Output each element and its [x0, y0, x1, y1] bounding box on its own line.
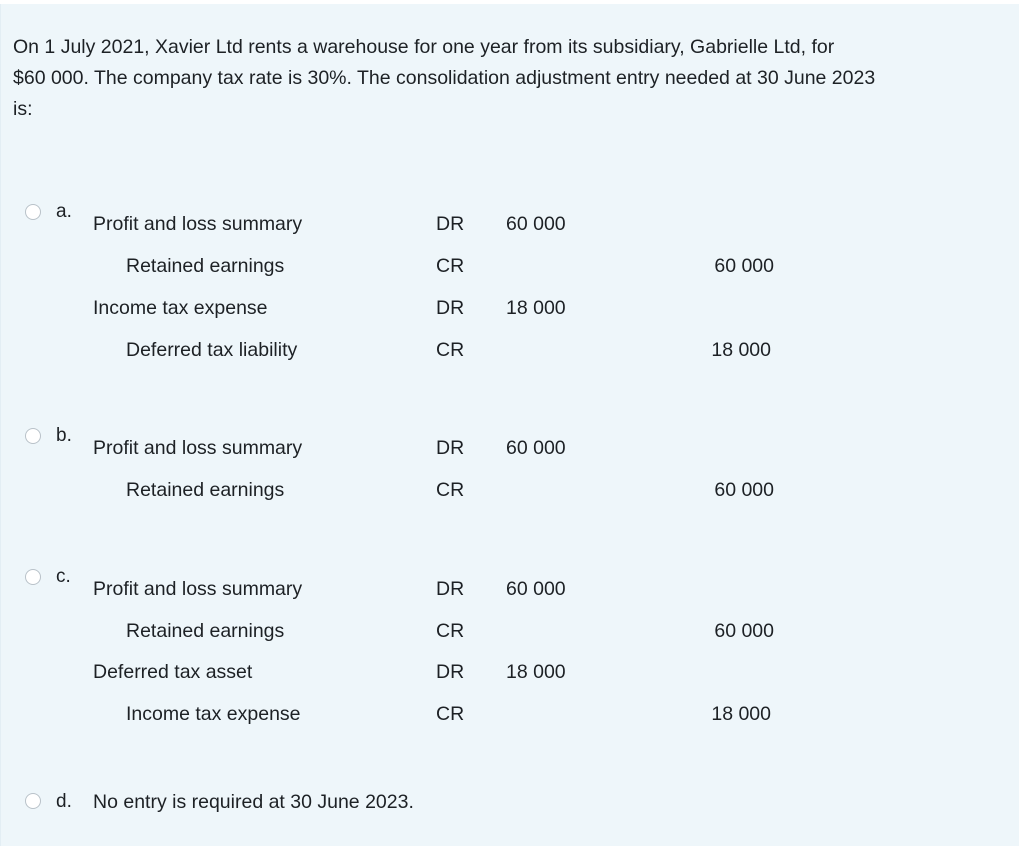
entry-debit: 60 000 — [506, 578, 566, 600]
entry-side: DR — [436, 661, 465, 683]
option-d-radio[interactable] — [25, 793, 41, 809]
entry-account: Income tax expense — [93, 297, 268, 319]
entry-side: DR — [436, 213, 465, 235]
question-line: is: — [13, 98, 33, 120]
entry-debit: 18 000 — [506, 661, 566, 683]
option-b-letter: b. — [56, 425, 72, 446]
option-c-radio[interactable] — [25, 569, 41, 585]
option-c-letter: c. — [56, 566, 71, 587]
entry-account: Profit and loss summary — [93, 213, 303, 235]
entry-side: CR — [436, 620, 465, 642]
question-text — [13, 32, 1003, 125]
entry-side: CR — [436, 479, 465, 501]
entry-account: Retained earnings — [126, 620, 285, 642]
entry-account: Retained earnings — [126, 255, 285, 277]
entry-debit: 60 000 — [506, 437, 566, 459]
question-line: $60 000. The company tax rate is 30%. The consolidation adjustment entry needed at 30 June 2023 — [13, 67, 876, 89]
entry-side: DR — [436, 437, 465, 459]
entry-account: Deferred tax asset — [93, 661, 253, 683]
entry-account: Income tax expense — [126, 703, 301, 725]
entry-credit: 60 000 — [714, 255, 774, 277]
entry-side: DR — [436, 297, 465, 319]
entry-credit: 18 000 — [711, 339, 771, 361]
entry-debit: 18 000 — [506, 297, 566, 319]
entry-debit: 60 000 — [506, 213, 566, 235]
option-d-text: No entry is required at 30 June 2023. — [93, 791, 414, 813]
entry-account: Deferred tax liability — [126, 339, 298, 361]
entry-account: Profit and loss summary — [93, 437, 303, 459]
entry-side: CR — [436, 703, 465, 725]
entry-side: CR — [436, 339, 465, 361]
entry-credit: 60 000 — [714, 620, 774, 642]
option-b-radio[interactable] — [25, 428, 41, 444]
entry-credit: 60 000 — [714, 479, 774, 501]
option-d-letter: d. — [56, 791, 72, 812]
entry-account: Profit and loss summary — [93, 578, 303, 600]
option-a-letter: a. — [56, 201, 72, 222]
entry-side: CR — [436, 255, 465, 277]
entry-account: Retained earnings — [126, 479, 285, 501]
question-line: On 1 July 2021, Xavier Ltd rents a warehouse for one year from its subsidiary, Gabrielle Ltd, for — [13, 36, 835, 58]
entry-side: DR — [436, 578, 465, 600]
option-a-radio[interactable] — [25, 204, 41, 220]
entry-credit: 18 000 — [711, 703, 771, 725]
